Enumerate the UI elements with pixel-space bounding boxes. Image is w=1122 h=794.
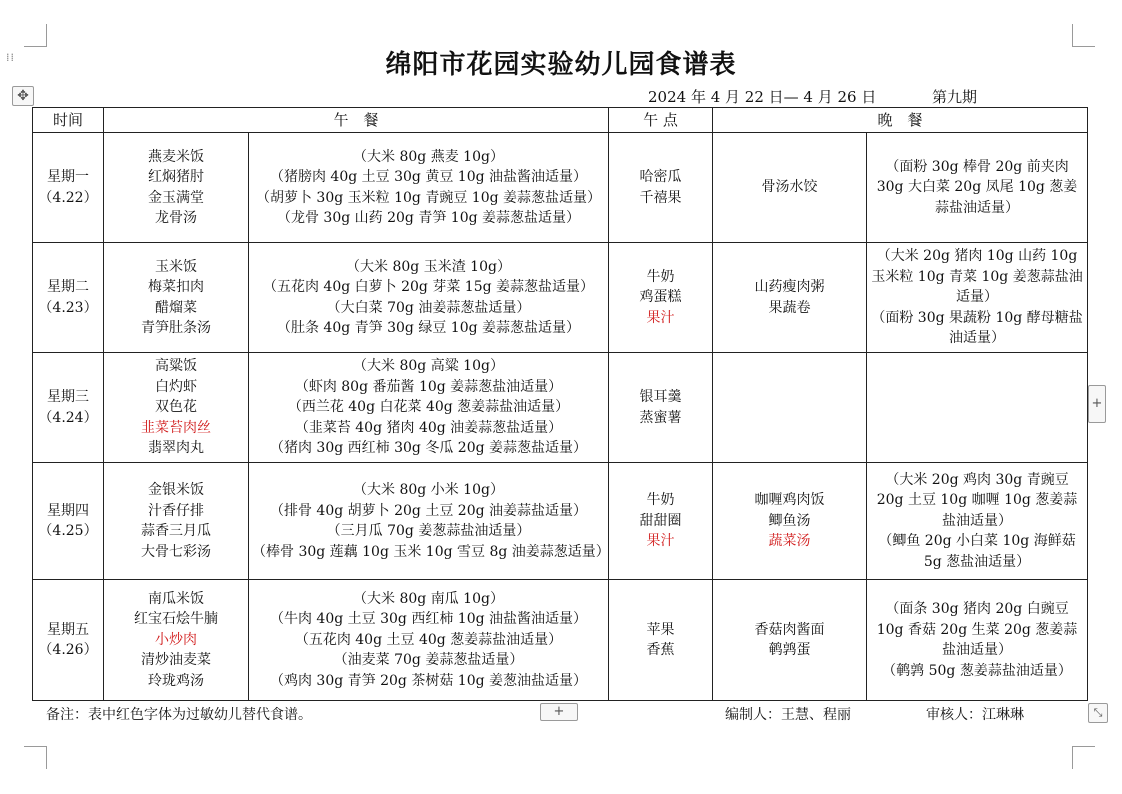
- lunch-ingredient: （三月瓜 70g 姜葱蒜盐油适量）: [326, 523, 531, 539]
- day-cell: [33, 463, 104, 580]
- day-cell: [33, 133, 104, 243]
- dinner-dish: 山药瘦肉粥: [754, 279, 825, 295]
- lunch-ingredient: （鸡肉 30g 青笋 20g 茶树菇 10g 姜葱油盐适量）: [269, 672, 588, 689]
- lunch-dish: 白灼虾: [155, 378, 197, 395]
- day-cell: [33, 243, 104, 353]
- snack-item: 香蕉: [646, 642, 675, 658]
- lunch-dish: 小炒肉: [155, 631, 197, 648]
- lunch-dish: 梅菜扣肉: [148, 279, 204, 295]
- lunch-dish: 燕麦米饭: [148, 148, 204, 165]
- footer-reviewer: 审核人：江琳琳: [926, 707, 1024, 723]
- lunch-dish: 玲珑鸡汤: [148, 672, 204, 689]
- day-date: （4.23）: [38, 299, 98, 316]
- lunch-ingredients-cell: [249, 463, 609, 580]
- lunch-dish: 南瓜米饭: [148, 590, 204, 607]
- table-header-row: [33, 108, 1088, 133]
- lunch-dish: 青笋肚条汤: [141, 320, 211, 336]
- snack-item: 牛奶: [646, 268, 675, 285]
- lunch-dish: 汁香仔排: [148, 502, 204, 519]
- lunch-ingredient: （猪膀肉 40g 土豆 30g 黄豆 10g 油盐酱油适量）: [269, 169, 588, 185]
- lunch-ingredient: （五花肉 40g 白萝卜 20g 芽菜 15g 姜蒜葱盐适量）: [262, 279, 595, 295]
- lunch-ingredients-cell: [249, 353, 609, 463]
- lunch-ingredients-cell: [249, 133, 609, 243]
- lunch-ingredient: （棒骨 30g 莲藕 10g 玉米 10g 雪豆 8g 油姜蒜葱适量）: [252, 543, 610, 560]
- lunch-ingredient: （大米 80g 南瓜 10g）: [353, 590, 504, 607]
- lunch-ingredient: （西兰花 40g 白花菜 40g 葱姜蒜盐油适量）: [287, 399, 570, 416]
- header-lunch: 午 餐: [104, 108, 609, 133]
- table-row: [33, 133, 1088, 243]
- lunch-ingredient: （龙骨 30g 山药 20g 青笋 10g 姜蒜葱盐适量）: [276, 210, 581, 226]
- snack-item: 甜甜圈: [639, 512, 682, 529]
- dinner-ingredients-cell: [867, 353, 1088, 463]
- dinner-ingredient: （面粉 30g 棒骨 20g 前夹肉 30g 大白菜 20g 凤尾 10g 葱姜蒜盐油适量）: [876, 158, 1078, 216]
- snack-item: 牛奶: [646, 492, 675, 509]
- page-corner-mark: [1072, 746, 1095, 769]
- lunch-dish: 金银米饭: [148, 482, 204, 498]
- menu-table: [32, 107, 1088, 701]
- day-cell: [33, 580, 104, 701]
- lunch-dish: 清炒油麦菜: [141, 652, 211, 669]
- lunch-dish: 大骨七彩汤: [141, 543, 211, 560]
- table-resize-icon[interactable]: ⤡: [1088, 703, 1108, 723]
- table-row: [33, 463, 1088, 580]
- header-time: 时间: [33, 108, 104, 133]
- page-corner-mark: [24, 746, 47, 769]
- date-range: 2024 年 4 月 22 日— 4 月 26 日: [648, 88, 877, 106]
- lunch-dish: 龙骨汤: [155, 210, 197, 226]
- dinner-dish: 鲫鱼汤: [768, 512, 811, 529]
- day-name: 星期三: [47, 389, 89, 405]
- lunch-ingredient: （大米 80g 高粱 10g）: [353, 358, 504, 375]
- lunch-dish: 蒜香三月瓜: [141, 523, 211, 539]
- lunch-dish: 高粱饭: [155, 358, 197, 375]
- dinner-ingredient: （大米 20g 猪肉 10g 山药 10g 玉米粒 10g 青菜 10g 姜葱蒜盐油适量）: [871, 248, 1083, 306]
- dinner-ingredients-cell: [867, 580, 1088, 701]
- dinner-dishes-cell: [713, 353, 867, 463]
- lunch-ingredient: （猪肉 30g 西红柿 30g 冬瓜 20g 姜蒜葱盐适量）: [269, 440, 588, 457]
- snack-item: 银耳羹: [639, 389, 682, 405]
- lunch-ingredient: （五花肉 40g 土豆 40g 葱姜蒜盐油适量）: [294, 631, 563, 648]
- add-row-button[interactable]: +: [540, 703, 578, 721]
- lunch-dish: 金玉满堂: [148, 189, 204, 206]
- drag-handle-icon[interactable]: ⁞⁞: [6, 51, 15, 64]
- dinner-dishes-cell: [713, 580, 867, 701]
- period-label: 第九期: [932, 88, 978, 106]
- day-name: 星期一: [47, 169, 89, 185]
- lunch-ingredient: （牛肉 40g 土豆 30g 西红柿 10g 油盐酱油适量）: [269, 611, 588, 628]
- dinner-ingredient: （大米 20g 鸡肉 30g 青豌豆 20g 土豆 10g 咖喱 10g 葱姜蒜盐油适量）: [876, 471, 1078, 529]
- snack-cell: [609, 353, 713, 463]
- snack-cell: [609, 243, 713, 353]
- snack-cell: [609, 580, 713, 701]
- header-dinner: 晚 餐: [713, 108, 1088, 133]
- lunch-ingredient: （韭菜苔 40g 猪肉 40g 油姜蒜葱盐适量）: [294, 419, 563, 436]
- lunch-ingredient: （大米 80g 玉米渣 10g）: [346, 258, 511, 275]
- dinner-ingredients-cell: [867, 133, 1088, 243]
- lunch-dishes-cell: [104, 580, 249, 701]
- lunch-ingredients-cell: [249, 580, 609, 701]
- dinner-dishes-cell: [713, 463, 867, 580]
- dinner-ingredients-cell: [867, 463, 1088, 580]
- snack-item: 鸡蛋糕: [639, 289, 682, 306]
- table-row: [33, 353, 1088, 463]
- lunch-dish: 红宝石烩牛腩: [134, 611, 218, 628]
- footer-note: 备注：表中红色字体为过敏幼儿替代食谱。: [46, 707, 312, 723]
- lunch-ingredients-cell: [249, 243, 609, 353]
- lunch-dish: 双色花: [155, 399, 197, 416]
- lunch-dishes-cell: [104, 133, 249, 243]
- lunch-dishes-cell: [104, 243, 249, 353]
- snack-item: 果汁: [646, 309, 675, 326]
- dinner-dish: 果蔬卷: [768, 299, 811, 316]
- lunch-ingredient: （大米 80g 燕麦 10g）: [353, 148, 504, 165]
- dinner-dishes-cell: [713, 243, 867, 353]
- lunch-ingredient: （排骨 40g 胡萝卜 20g 土豆 20g 油姜蒜盐适量）: [269, 502, 588, 519]
- day-name: 星期二: [47, 279, 89, 295]
- snack-cell: [609, 463, 713, 580]
- day-date: （4.22）: [38, 189, 98, 206]
- dinner-ingredient: （鲫鱼 20g 小白菜 10g 海鲜菇 5g 葱盐油适量）: [878, 533, 1076, 570]
- snack-item: 果汁: [646, 533, 675, 550]
- dinner-dish: 香菇肉酱面: [754, 621, 825, 638]
- lunch-ingredient: （大米 80g 小米 10g）: [353, 482, 504, 498]
- dinner-ingredient: （鹌鹑 50g 葱姜蒜盐油适量）: [882, 662, 1072, 679]
- lunch-ingredient: （胡萝卜 30g 玉米粒 10g 青豌豆 10g 姜蒜葱盐适量）: [255, 189, 602, 206]
- page-title: 绵阳市花园实验幼儿园食谱表: [385, 50, 737, 80]
- dinner-dish: 鹌鹑蛋: [768, 642, 811, 658]
- day-cell: [33, 353, 104, 463]
- snack-item: 蒸蜜薯: [639, 409, 682, 426]
- dinner-dish: 蔬菜汤: [768, 533, 811, 550]
- lunch-ingredient: （大白菜 70g 油姜蒜葱盐适量）: [326, 299, 531, 316]
- lunch-dish: 醋熘菜: [155, 299, 197, 316]
- snack-item: 苹果: [646, 621, 675, 638]
- lunch-ingredient: （油麦菜 70g 姜蒜葱盐适量）: [333, 652, 524, 669]
- lunch-dish: 韭菜苔肉丝: [141, 419, 211, 436]
- table-row: [33, 243, 1088, 353]
- lunch-dishes-cell: [104, 463, 249, 580]
- snack-cell: [609, 133, 713, 243]
- dinner-dish: 骨汤水饺: [761, 179, 818, 196]
- table-row: [33, 580, 1088, 701]
- day-date: （4.24）: [38, 409, 98, 426]
- dinner-ingredients-cell: [867, 243, 1088, 353]
- day-date: （4.25）: [38, 523, 98, 539]
- dinner-dishes-cell: [713, 133, 867, 243]
- dinner-dish: 咖喱鸡肉饭: [754, 492, 825, 509]
- day-name: 星期五: [47, 621, 89, 638]
- dinner-ingredient: （面条 30g 猪肉 20g 白豌豆 10g 香菇 20g 生菜 20g 葱姜蒜盐油适量）: [876, 601, 1078, 658]
- lunch-ingredient: （虾肉 80g 番茄酱 10g 姜蒜葱盐油适量）: [294, 378, 563, 395]
- lunch-ingredient: （肚条 40g 青笋 30g 绿豆 10g 姜蒜葱盐适量）: [276, 320, 581, 336]
- lunch-dish: 玉米饭: [155, 258, 197, 275]
- lunch-dishes-cell: [104, 353, 249, 463]
- header-snack: 午 点: [609, 108, 713, 133]
- snack-item: 哈密瓜: [639, 169, 682, 185]
- add-column-button[interactable]: +: [1088, 385, 1106, 423]
- footer-editor: 编制人：王慧、程丽: [725, 707, 851, 723]
- day-date: （4.26）: [38, 642, 98, 658]
- snack-item: 千禧果: [639, 189, 682, 206]
- lunch-dish: 翡翠肉丸: [148, 440, 204, 457]
- table-move-icon[interactable]: ✥: [12, 86, 34, 106]
- dinner-ingredient: （面粉 30g 果蔬粉 10g 酵母糖盐油适量）: [871, 309, 1083, 347]
- lunch-dish: 红焖猪肘: [148, 169, 204, 185]
- day-name: 星期四: [47, 502, 89, 519]
